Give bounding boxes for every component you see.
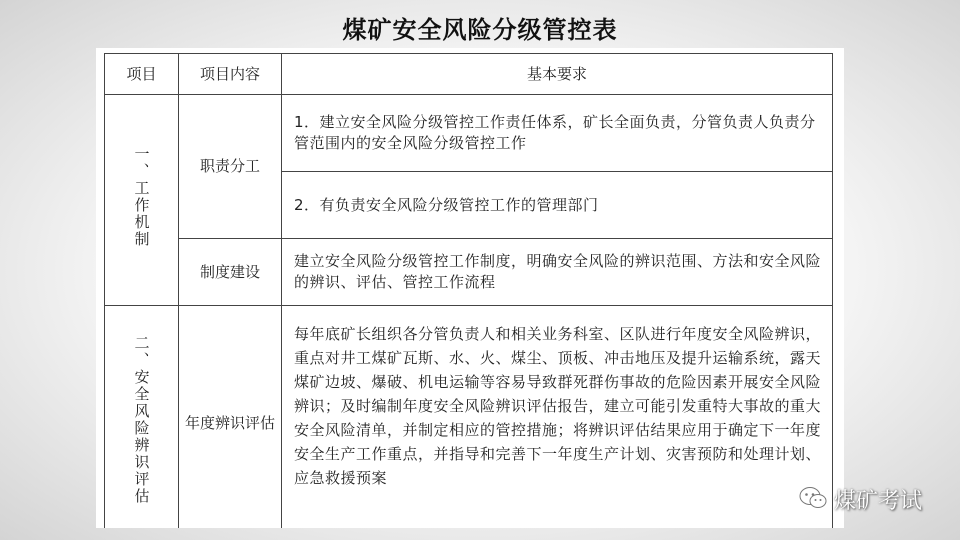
category-label: 一、工作机制: [132, 146, 151, 248]
watermark-text: 煤矿考试: [834, 489, 923, 514]
table-header-row: [105, 54, 833, 95]
requirement-cell: 2．有负责安全风险分级管控工作的管理部门: [282, 172, 833, 239]
category-label: 二、安全风险辨识评估: [132, 335, 151, 505]
requirement-cell: 每年底矿长组织各分管负责人和相关业务科室、区队进行年度安全风险辨识，重点对井工煤矿瓦斯、水、火、煤尘、顶板、冲击地压及提升运输系统，露天煤矿边坡、爆破、机电运输等容易导致群死群伤事故的危险因素开展安全风险辨识；及时编制年度安全风险辨识评估报告，建立可能引发重特大事故的重大安全风险清单，并制定相应的管控措施；将辨识评估结果应用于确定下一年度安全生产工作重点，并指导和完善下一年度生产计划、灾害预防和处理计划、应急救援预案: [282, 306, 833, 529]
risk-control-table: [104, 53, 833, 528]
requirement-cell: 建立安全风险分级管控工作制度，明确安全风险的辨识范围、方法和安全风险的辨识、评估、管控工作流程: [282, 239, 833, 306]
content-cell: 制度建设: [179, 239, 282, 306]
header-content: 项目内容: [179, 54, 282, 95]
wechat-icon: [798, 485, 828, 515]
category-cell: [105, 306, 179, 529]
category-cell: [105, 95, 179, 306]
watermark: [798, 484, 922, 515]
document-sheet: [96, 48, 844, 528]
content-cell: 年度辨识评估: [179, 306, 282, 529]
table-row: [105, 239, 833, 306]
table-row: [105, 95, 833, 172]
requirement-cell: 1．建立安全风险分级管控工作责任体系，矿长全面负责，分管负责人负责分管范围内的安全风险分级管控工作: [282, 95, 833, 172]
table-row: [105, 306, 833, 529]
page-title: 煤矿安全风险分级管控表: [342, 15, 618, 44]
content-cell: 职责分工: [179, 95, 282, 239]
header-requirements: 基本要求: [282, 54, 833, 95]
header-item: 项目: [105, 54, 179, 95]
